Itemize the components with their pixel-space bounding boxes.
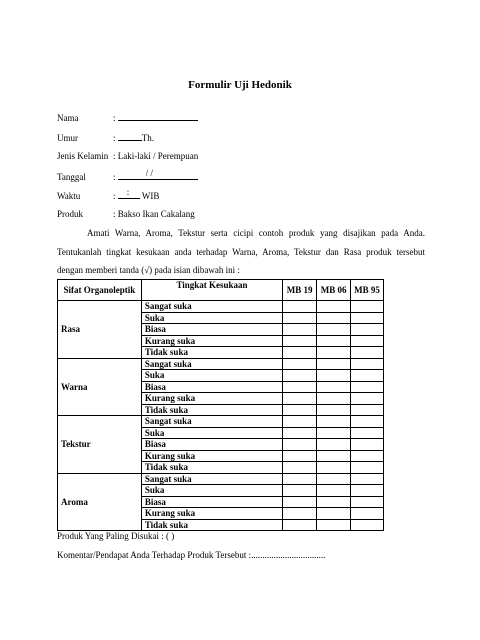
form-title: Formulir Uji Hedonik [188, 79, 292, 91]
header-sample-2: MB 06 [317, 280, 351, 301]
check-cell[interactable] [317, 496, 351, 508]
level-cell: Sangat suka [141, 358, 282, 370]
check-cell[interactable] [317, 324, 351, 336]
field-product-label: Produk [57, 209, 84, 219]
level-cell: Suka [141, 427, 282, 439]
check-cell[interactable] [317, 473, 351, 485]
field-gender-label: Jenis Kelamin [57, 151, 109, 161]
check-cell[interactable] [317, 393, 351, 405]
field-product-sep: : [113, 209, 116, 219]
level-cell: Sangat suka [141, 416, 282, 428]
check-cell[interactable] [283, 358, 317, 370]
check-cell[interactable] [283, 301, 317, 313]
trait-cell: Warna [58, 358, 142, 416]
check-cell[interactable] [317, 450, 351, 462]
check-cell[interactable] [283, 324, 317, 336]
header-level: Tingkat Kesukaan [141, 280, 282, 301]
field-time-label: Waktu [57, 191, 81, 201]
level-cell: Suka [141, 370, 282, 382]
check-cell[interactable] [283, 485, 317, 497]
check-cell[interactable] [317, 358, 351, 370]
check-cell[interactable] [351, 485, 384, 497]
field-age-label: Umur [57, 133, 78, 143]
field-age [57, 131, 154, 143]
table-row [58, 473, 384, 485]
check-cell[interactable] [351, 393, 384, 405]
check-cell[interactable] [351, 450, 384, 462]
time-colon: : [126, 187, 130, 197]
level-cell: Tidak suka [141, 519, 282, 531]
age-blank[interactable] [118, 131, 142, 141]
check-cell[interactable] [351, 301, 384, 313]
field-gender-sep: : [113, 151, 116, 161]
level-cell: Kurang suka [141, 508, 282, 520]
check-cell[interactable] [283, 427, 317, 439]
field-time [57, 189, 159, 201]
field-name-sep: : [113, 113, 116, 123]
header-trait: Sifat Organoleptik [58, 280, 142, 301]
check-cell[interactable] [351, 324, 384, 336]
instruction-line-1: Amati Warna, Aroma, Tekstur serta cicipi contoh produk yang disajikan pada Anda. [87, 228, 425, 238]
field-date-label: Tanggal [57, 172, 86, 182]
level-cell: Biasa [141, 381, 282, 393]
level-cell: Tidak suka [141, 404, 282, 416]
table-header-row [58, 280, 384, 301]
time-blank[interactable] [118, 189, 140, 199]
check-cell[interactable] [351, 335, 384, 347]
check-cell[interactable] [283, 347, 317, 359]
table-row [58, 358, 384, 370]
check-cell[interactable] [317, 485, 351, 497]
check-cell[interactable] [351, 404, 384, 416]
header-sample-3: MB 95 [351, 280, 384, 301]
check-cell[interactable] [317, 439, 351, 451]
date-slashes: / / [145, 168, 154, 178]
field-name [57, 111, 198, 123]
check-cell[interactable] [283, 462, 317, 474]
check-cell[interactable] [351, 358, 384, 370]
check-cell[interactable] [317, 508, 351, 520]
level-cell: Sangat suka [141, 301, 282, 313]
check-cell[interactable] [283, 496, 317, 508]
age-suffix: Th. [141, 133, 155, 143]
level-cell: Kurang suka [141, 335, 282, 347]
date-blank[interactable] [118, 170, 198, 180]
check-cell[interactable] [351, 312, 384, 324]
check-cell[interactable] [317, 381, 351, 393]
level-cell: Suka [141, 485, 282, 497]
level-cell: Kurang suka [141, 450, 282, 462]
field-age-sep: : [113, 133, 116, 143]
gender-options: Laki-laki / Perempuan [117, 151, 199, 161]
hedonic-table [57, 279, 384, 531]
level-cell: Tidak suka [141, 462, 282, 474]
field-date-sep: : [113, 172, 116, 182]
name-blank[interactable] [118, 111, 198, 121]
check-cell[interactable] [283, 370, 317, 382]
check-cell[interactable] [283, 450, 317, 462]
level-cell: Sangat suka [141, 473, 282, 485]
check-cell[interactable] [351, 508, 384, 520]
trait-cell: Rasa [58, 301, 142, 359]
check-cell[interactable] [317, 404, 351, 416]
check-cell[interactable] [317, 335, 351, 347]
preferred-product: Produk Yang Paling Disukai : ( ) [57, 531, 175, 541]
field-time-sep: : [113, 191, 116, 201]
table-row [58, 301, 384, 313]
instruction-line-3: dengan memberi tanda (√) pada isian dibawah ini : [57, 265, 240, 275]
check-cell[interactable] [317, 347, 351, 359]
level-cell: Tidak suka [141, 347, 282, 359]
product-value: Bakso Ikan Cakalang [117, 209, 195, 219]
check-cell[interactable] [351, 416, 384, 428]
check-cell[interactable] [317, 416, 351, 428]
level-cell: Biasa [141, 324, 282, 336]
check-cell[interactable] [317, 427, 351, 439]
trait-cell: Aroma [58, 473, 142, 531]
trait-cell: Tekstur [58, 416, 142, 474]
check-cell[interactable] [317, 301, 351, 313]
field-name-label: Nama [57, 113, 79, 123]
check-cell[interactable] [283, 335, 317, 347]
level-cell: Biasa [141, 439, 282, 451]
check-cell[interactable] [283, 439, 317, 451]
field-gender [57, 150, 198, 162]
instruction-line-2: Tentukanlah tingkat kesukaan anda terhadap Warna, Aroma, Tekstur dan Rasa produk tersebut [57, 247, 425, 257]
field-product [57, 208, 195, 220]
check-cell[interactable] [351, 427, 384, 439]
check-cell[interactable] [317, 462, 351, 474]
comment-line: Komentar/Pendapat Anda Terhadap Produk Tersebut :................................. [57, 550, 326, 560]
check-cell[interactable] [351, 381, 384, 393]
check-cell[interactable] [283, 416, 317, 428]
table-row [58, 416, 384, 428]
check-cell[interactable] [283, 473, 317, 485]
check-cell[interactable] [317, 519, 351, 531]
check-cell[interactable] [283, 312, 317, 324]
check-cell[interactable] [351, 473, 384, 485]
header-sample-1: MB 19 [283, 280, 317, 301]
level-cell: Biasa [141, 496, 282, 508]
check-cell[interactable] [351, 462, 384, 474]
check-cell[interactable] [317, 312, 351, 324]
field-date [57, 170, 198, 182]
check-cell[interactable] [283, 404, 317, 416]
check-cell[interactable] [351, 347, 384, 359]
check-cell[interactable] [283, 381, 317, 393]
check-cell[interactable] [317, 370, 351, 382]
level-cell: Suka [141, 312, 282, 324]
check-cell[interactable] [351, 496, 384, 508]
check-cell[interactable] [351, 439, 384, 451]
check-cell[interactable] [283, 519, 317, 531]
check-cell[interactable] [283, 393, 317, 405]
check-cell[interactable] [351, 370, 384, 382]
table-body [58, 301, 384, 531]
level-cell: Kurang suka [141, 393, 282, 405]
check-cell[interactable] [351, 519, 384, 531]
check-cell[interactable] [283, 508, 317, 520]
time-suffix: WIB [141, 191, 160, 201]
